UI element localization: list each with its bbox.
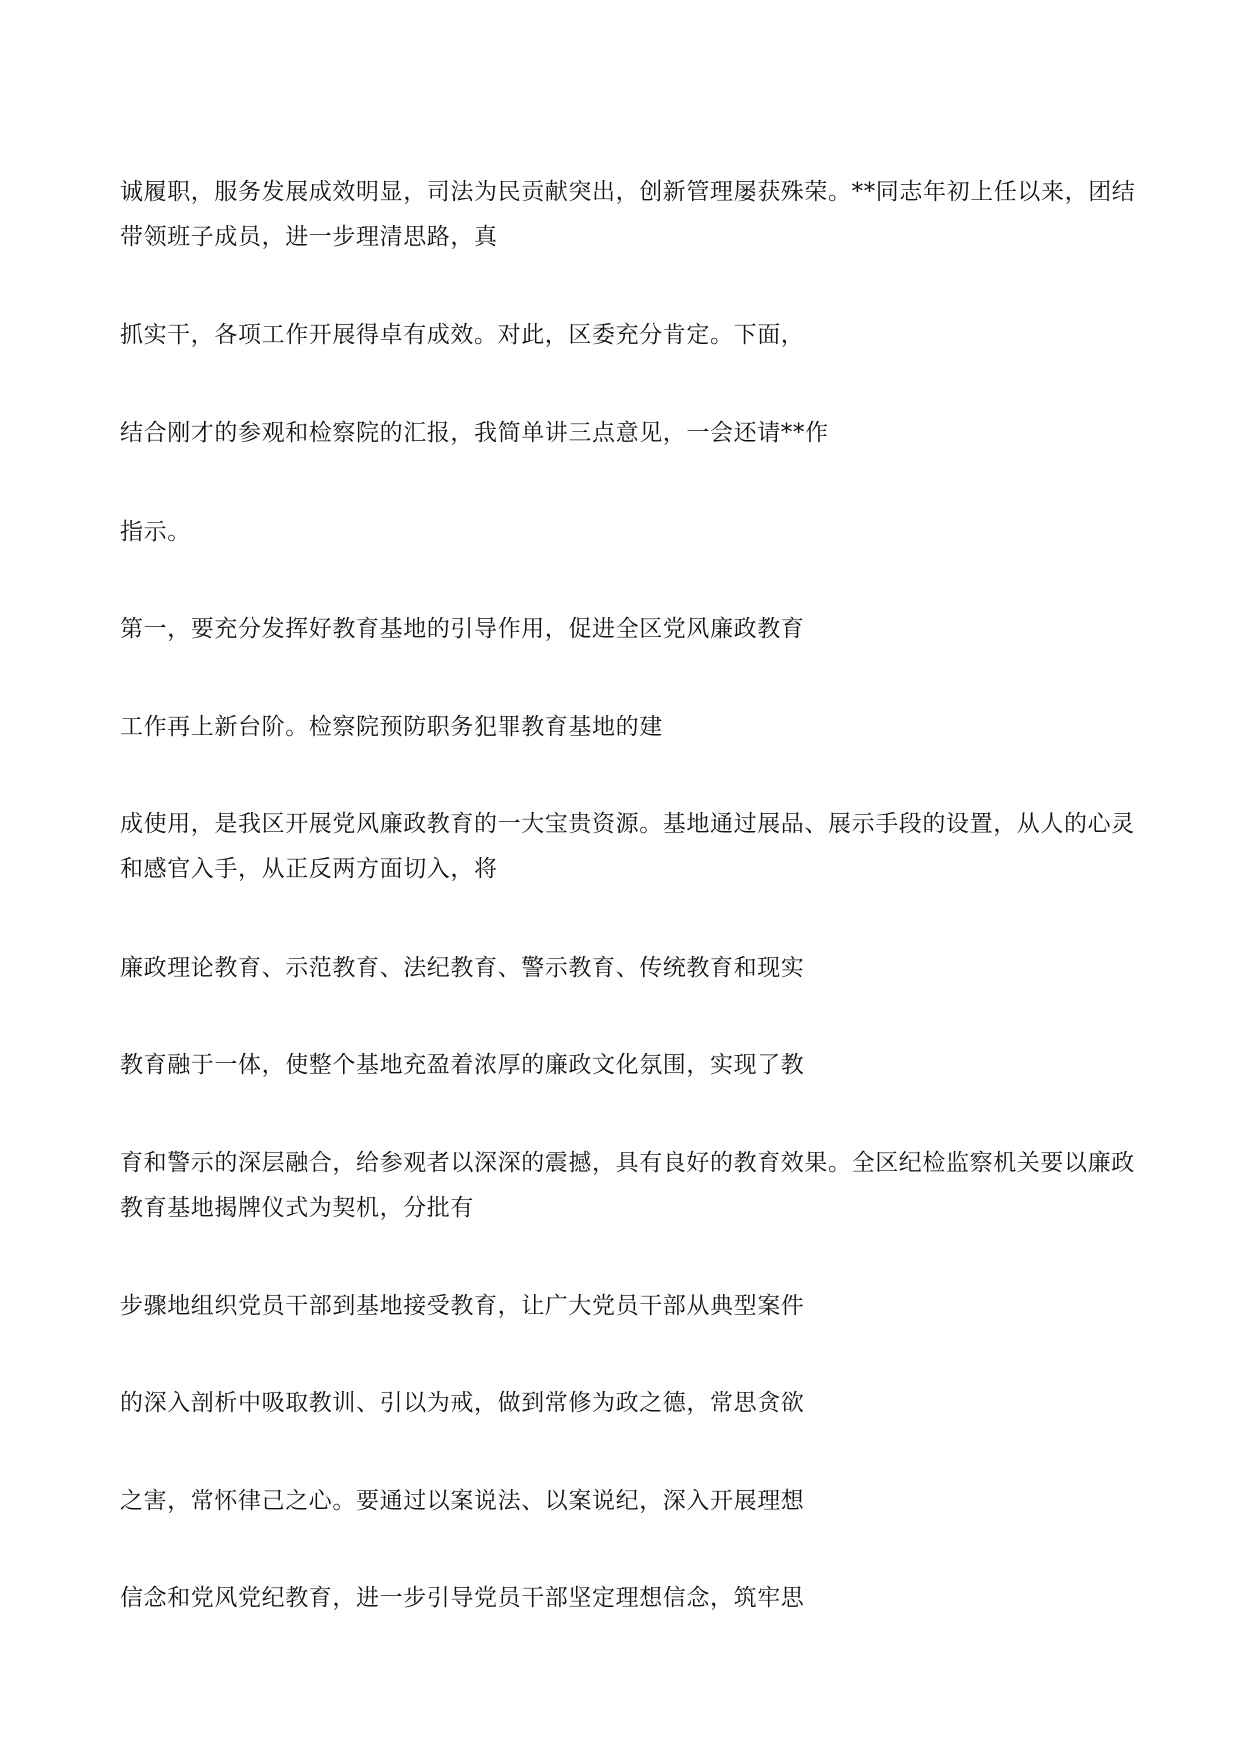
- paragraph: 的深入剖析中吸取教训、引以为戒，做到常修为政之德，常思贪欲: [120, 1390, 805, 1416]
- paragraph: 指示。: [120, 519, 191, 545]
- paragraph: 工作再上新台阶。检察院预防职务犯罪教育基地的建: [120, 714, 663, 740]
- paragraph: 育和警示的深层融合，给参观者以深深的震撼，具有良好的教育效果。全区纪检监察机关要以廉政教育基地揭牌仪式为契机，分批有: [120, 1150, 1135, 1221]
- paragraph: 成使用，是我区开展党风廉政教育的一大宝贵资源。基地通过展品、展示手段的设置，从人的心灵和感官入手，从正反两方面切入，将: [120, 811, 1135, 882]
- paragraph: 结合刚才的参观和检察院的汇报，我简单讲三点意见，一会还请**作: [120, 420, 829, 446]
- paragraph: 廉政理论教育、示范教育、法纪教育、警示教育、传统教育和现实: [120, 955, 805, 981]
- paragraph: 第一，要充分发挥好教育基地的引导作用，促进全区党风廉政教育: [120, 616, 805, 642]
- paragraph: 步骤地组织党员干部到基地接受教育，让广大党员干部从典型案件: [120, 1293, 805, 1319]
- paragraph: 抓实干，各项工作开展得卓有成效。对此，区委充分肯定。下面，: [120, 322, 805, 348]
- paragraph: 诚履职，服务发展成效明显，司法为民贡献突出，创新管理屡获殊荣。**同志年初上任以来，团结带领班子成员，进一步理清思路，真: [120, 179, 1136, 250]
- paragraph: 之害，常怀律己之心。要通过以案说法、以案说纪，深入开展理想: [120, 1488, 805, 1514]
- paragraph: 信念和党风党纪教育，进一步引导党员干部坚定理想信念，筑牢思: [120, 1585, 805, 1611]
- paragraph: 教育融于一体，使整个基地充盈着浓厚的廉政文化氛围，实现了教: [120, 1052, 805, 1078]
